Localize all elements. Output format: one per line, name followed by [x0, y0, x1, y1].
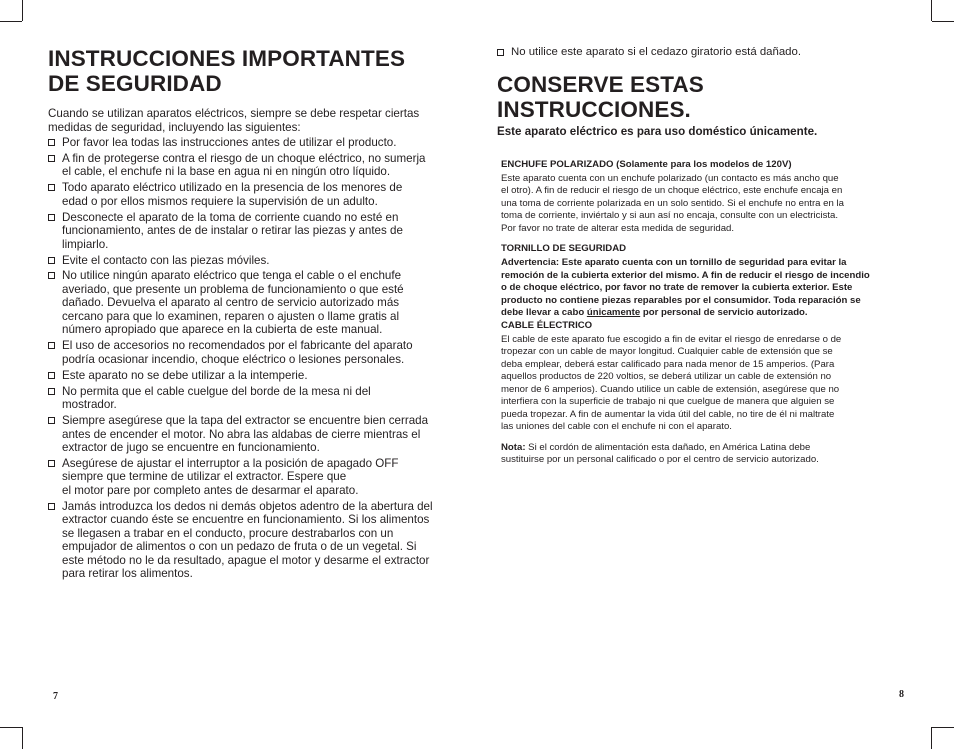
section-heading: CABLE ÉLECTRICO [501, 319, 593, 331]
section-heading: TORNILLO DE SEGURIDAD [501, 243, 627, 254]
crop-mark [22, 727, 23, 749]
checkbox-bullet-icon [48, 342, 55, 349]
crop-mark [0, 727, 22, 728]
list-item: No utilice este aparato si el cedazo giratorio está dañado. [497, 46, 907, 60]
electric-cord-section [501, 320, 907, 467]
crop-mark [0, 21, 22, 22]
list-item: No utilice ningún aparato eléctrico que tenga el cable o el enchufe averiado, que presente un problema de funcionamiento o que esté dañado. Devuelva el aparato al centro de servicio autorizado más cercano para que lo examinen, reparen o ajusten o llame gratis al número apropiado que aparece en la cubierta de este manual. [48, 269, 454, 337]
list-item: Evite el contacto con las piezas móviles. [48, 254, 454, 268]
page-number-right: 8 [899, 689, 904, 700]
checkbox-bullet-icon [48, 372, 55, 379]
safety-title [48, 46, 454, 96]
checkbox-bullet-icon [497, 49, 504, 56]
list-item: Asegúrese de ajustar el interruptor a la posición de apagado OFF siempre que termine de utilizar el extractor. Espere que el motor pare por completo antes de desarmar el aparato. [48, 457, 454, 498]
checkbox-bullet-icon [48, 388, 55, 395]
list-item: Por favor lea todas las instrucciones antes de utilizar el producto. [48, 136, 454, 150]
list-item: Desconecte el aparato de la toma de corriente cuando no esté en funcionamiento, antes de de instalar o retirar las piezas y antes de limpiarlo. [48, 211, 454, 252]
list-item: Siempre asegúrese que la tapa del extractor se encuentre bien cerrada antes de encender el motor. No abra las aldabas de cierre mientras el extractor de jugo se encuentre en funcionamiento. [48, 414, 454, 455]
title-line: INSTRUCCIONES IMPORTANTES [48, 46, 406, 71]
crop-mark [22, 0, 23, 21]
polarized-plug-section [501, 159, 907, 236]
checkbox-bullet-icon [48, 417, 55, 424]
section-body: El cable de este aparato fue escogido a fin de evitar el riesgo de enredarse o de tropezar con un cable de mayor longitud. Cualquier cable de extensión que se deba emplear, deberá estar calificado para nada menor de 15 amperios. (Para aquellos productos de 220 voltios, se deberá utilizar un cable de extensión no menor de 6 amperios). Cuando utilice un cable de extensión, asegúrese que no interfiera con la superficie de trabajo ni que cuelgue de manera que alguien se pueda tropezar. A fin de aumentar la vida útil del cable, no tire de él ni maltrate las uniones del cable con el enchufe ni con el aparato. [501, 333, 842, 432]
left-page-content [48, 46, 454, 583]
note-text: Nota: Si el cordón de alimentación esta dañado, en América Latina debe sustituirse por un personal calificado o por el centro de servicio autorizado. [501, 441, 819, 465]
list-item: A fin de protegerse contra el riesgo de un choque eléctrico, no sumerja el cable, el enchufe ni la base en agua ni en ningún otro líquido. [48, 152, 454, 179]
checkbox-bullet-icon [48, 460, 55, 467]
checkbox-bullet-icon [48, 503, 55, 510]
security-screw-section [501, 243, 907, 320]
keep-instructions-title [497, 72, 907, 122]
title-line: INSTRUCCIONES. [497, 96, 691, 122]
checkbox-bullet-icon [48, 184, 55, 191]
crop-mark [931, 0, 932, 21]
right-page-content [497, 46, 907, 467]
warning-text: Advertencia: Este aparato cuenta con un tornillo de seguridad para evitar la remoción de la cubierta exterior del mismo. A fin de reducir el riesgo de incendio o de choque eléctrico, por favor no trate de remover la cubierta exterior. Este producto no contiene piezas reparables por el consumidor. Toda reparación se debe llevar a cabo únicamente por personal de servicio autorizado. [501, 257, 870, 318]
title-line: CONSERVE ESTAS [497, 71, 704, 97]
safety-list [48, 136, 454, 581]
checkbox-bullet-icon [48, 155, 55, 162]
section-heading: ENCHUFE POLARIZADO (Solamente para los modelos de 120V) [501, 158, 792, 170]
list-item: El uso de accesorios no recomendados por el fabricante del aparato podría ocasionar incendio, choque eléctrico o lesiones personales. [48, 339, 454, 366]
title-line: DE SEGURIDAD [48, 71, 222, 96]
crop-mark [931, 727, 932, 749]
household-use-subtitle: Este aparato eléctrico es para uso doméstico únicamente. [497, 124, 818, 138]
list-item: Este aparato no se debe utilizar a la intemperie. [48, 369, 454, 383]
checkbox-bullet-icon [48, 214, 55, 221]
crop-mark [932, 727, 954, 728]
section-body: Este aparato cuenta con un enchufe polarizado (un contacto es más ancho que el otro). A fin de reducir el riesgo de un choque eléctrico, este enchufe encaja en una toma de corriente polarizada en un solo sentido. Si el enchufe no entra en la toma de corriente, inviértalo y si aun así no encaja, consulte con un electricista. Por favor no trate de alterar esta medida de seguridad. [501, 172, 844, 234]
list-item: Jamás introduzca los dedos ni demás objetos adentro de la abertura del extractor cuando éste se encuentre en funcionamiento. Si los alimentos se llegasen a trabar en el conducto, procure destrabarlos con un empujador de alimentos o con un pedazo de fruta o de un vegetal. Si este método no le da resultado, apague el motor y desarme el extractor para retirar los alimentos. [48, 500, 454, 581]
checkbox-bullet-icon [48, 139, 55, 146]
crop-mark [932, 21, 954, 22]
intro-text: Cuando se utilizan aparatos eléctricos, siempre se debe respetar ciertas medidas de seguridad, incluyendo las siguientes: [48, 107, 420, 134]
checkbox-bullet-icon [48, 272, 55, 279]
checkbox-bullet-icon [48, 257, 55, 264]
list-item: Todo aparato eléctrico utilizado en la presencia de los menores de edad o por ellos mismos requiere la supervisión de un adulto. [48, 181, 454, 208]
page-number-left: 7 [53, 691, 58, 702]
list-item: No permita que el cable cuelgue del borde de la mesa ni del mostrador. [48, 385, 454, 412]
